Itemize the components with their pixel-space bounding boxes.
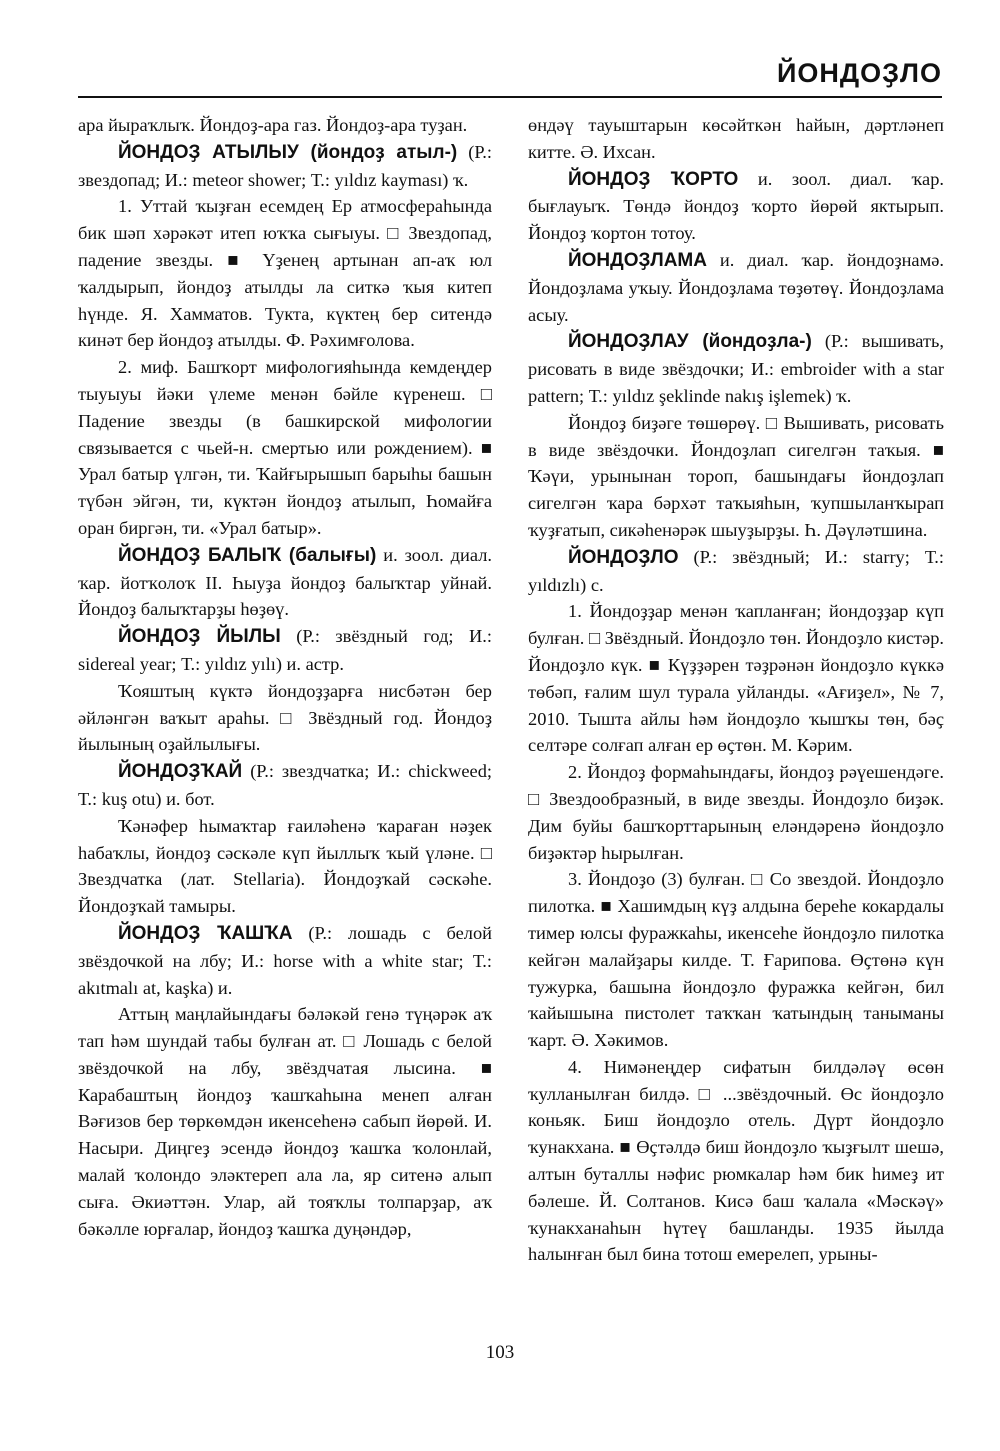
entry-paragraph	[528, 1054, 944, 1268]
entry-text: ара йыраҡлыҡ. Йондоҙ-ара газ. Йондоҙ-ара туҙан.	[78, 115, 468, 135]
entry-headword: ЙОНДОҘЛАУ (йондоҙла-)	[568, 331, 812, 353]
dictionary-entry	[78, 623, 492, 678]
entry-text: (Р.: вышивать, рисовать в виде звёздочки; И.: embroider with a star pattern; Т.: yıldız şeklinde nakış işlemek) ҡ.	[528, 331, 944, 406]
entry-paragraph	[78, 813, 492, 920]
entry-text: (Р.: звёздный; И.: starry; Т.: yıldızlı) с.	[528, 546, 944, 595]
entry-paragraph	[528, 866, 944, 1054]
entry-headword: ЙОНДОҘҠАЙ	[118, 761, 243, 783]
entry-text: и. диал. ҡар. йондоҙнамә. Йондоҙлама уҡыу. Йондоҙлама төҙөтөү. Йондоҙлама асыу.	[528, 249, 944, 325]
entry-text: 1. Йондоҙҙар менән ҡапланған; йондоҙҙар күп булған. □ Звёздный. Йондоҙло төн. Йондоҙло кистәр. Йондоҙло күк. ■ Күҙҙәрен тәҙрәнән йондоҙло күккә төбәп, ғалим шул турала уйланды. «Ағиҙел», № 7, 2010. Тышта айлы һәм йондоҙло ҡышҡы төн, бәҫ селтәре солғап алған ер өҫтөн. М. Кәрим.	[528, 601, 944, 756]
dictionary-entry	[78, 139, 492, 194]
entry-paragraph	[78, 112, 492, 139]
entry-text: и. зоол. диал. ҡар. бығлауыҡ. Төндә йондоҙ ҡорто йөрөй яктырып. Йондоҙ ҡортон тотоу.	[528, 168, 944, 244]
entry-text: Ҡояштың күктә йондоҙҙарға нисбәтән бер әйләнгән ваҡыт араһы. □ Звёздный год. Йондоҙ йылының оҙайлылығы.	[78, 680, 492, 755]
entry-paragraph	[78, 678, 492, 758]
entry-paragraph	[528, 759, 944, 866]
dictionary-entry	[78, 758, 492, 813]
header-rule	[78, 96, 942, 98]
entry-headword: ЙОНДОҘЛАМА	[568, 249, 707, 271]
entry-text: Ҡәнәфер һымаҡтар ғаиләһенә ҡараған нәҙек һабаҡлы, йондоҙ сәскәле күп йыллыҡ ҡый үләне. □ Звездчатка (лат. Stellaria). Йондоҙҡай сәскәһе. Йондоҙҡай тамыры.	[78, 815, 492, 917]
entry-text: өндәү тауыштарын көсәйткән һайын, дәртләнеп китте. Ә. Ихсан.	[528, 115, 944, 162]
entry-text: 2. Йондоҙ формаһындағы, йондоҙ рәүешендәге. □ Звездообразный, в виде звезды. Йондоҙло биҙәк. Дим буйы башҡорттарының еләндәренә йондоҙло биҙәктәр һырылған.	[528, 762, 944, 863]
entry-paragraph	[78, 354, 492, 542]
entry-headword: ЙОНДОҘ ҠОРТО	[568, 168, 739, 190]
entry-text: 1. Уттай ҡыҙған есемдең Ер атмосфераһында бик шәп хәрәкәт итеп юҡҡа сығыуы. □ Звездопад, падение звезды. ■ Үҙенең артынан ап-аҡ юл ҡалдырып, йондоҙ атылды ла ситкә ҡыя китеп һүнде. Я. Хамматов. Тукта, күктең бер ситендә кинәт бер йондоҙ атылды. Ф. Рәхимғолова.	[78, 196, 492, 351]
entry-text: (Р.: звездчатка; И.: chickweed; Т.: kuş otu) и. бот.	[78, 761, 492, 809]
dictionary-entry	[528, 166, 944, 247]
entry-headword: ЙОНДОҘ ЙЫЛЫ	[118, 626, 281, 648]
page-number: 103	[485, 1342, 515, 1363]
entry-paragraph	[528, 410, 944, 544]
entry-text: Йондоҙ биҙәге төшөрөү. □ Вышивать, рисовать в виде звёздочки. Йондоҙлап сигелгән таҡыя. ■ Ҡәүи, урынынан тороп, башындағы йондоҙлап сигелгән ҡара бәрхәт таҡыяһын, ҡупшыланҡырап ҡуҙғатып, сикәһенәрәк шыуҙырҙы. Һ. Дәүләтшина.	[528, 412, 944, 540]
dictionary-entry	[78, 542, 492, 623]
dictionary-entry	[528, 328, 944, 409]
entry-headword: ЙОНДОҘ АТЫЛЫУ (йондоҙ атыл-)	[118, 141, 458, 163]
entry-text: 4. Нимәнеңдер сифатын билдәләү өсөн ҡулланылған билдә. □ ...звёздочный. Өс йондоҙло коньяк. Биш йондоҙло отель. Дүрт йондоҙло ҡунакхана. ■ Өҫтәлдә биш йондоҙло ҡыҙғылт шешә, алтын буталлы нәфис рюмкалар һәм бик һимеҙ ит бәлеше. Й. Солтанов. Кисә баш ҡалала «Мәскәү» ҡунакханаһын һүтеү башланды. 1935 йылда һалынған был бина тотош емерелеп, урыны-	[528, 1056, 944, 1265]
dictionary-entry	[78, 920, 492, 1001]
entry-text: (Р.: звёздный год; И.: sidereal year; Т.: yıldız yılı) и. астр.	[78, 626, 493, 674]
entry-text: 3. Йондоҙо (3) булған. □ Со звездой. Йондоҙло пилотка. ■ Хашимдың күҙ алдына береһе кокардалы тимер юлсы фуражкаһы, икенсеһе йондоҙло пилотка кейгән малайҙары килде. Т. Ғарипова. Өҫтөнә күн тужурка, башына йондоҙло фуражка кейгән, бил ҡайышына пистолет таҡҡан ҡатындың таныманы ҡарт. Ә. Хәкимов.	[528, 869, 944, 1051]
entry-headword: ЙОНДОҘ БАЛЫҠ (балығы)	[118, 544, 377, 566]
running-head: ЙОНДОҘЛО	[776, 58, 942, 88]
entry-text: (Р.: лошадь с белой звёздочкой на лбу; И.: horse with a white star; Т.: akıtmalı at, kaşka) и.	[78, 922, 492, 998]
entry-text: и. зоол. диал. ҡар. йотҡолоҡ II. Һыуҙа йондоҙ балыҡтар уйнай. Йондоҙ балыҡтарҙы һөҙөү.	[78, 544, 492, 620]
dictionary-entry	[528, 544, 944, 599]
entry-text: 2. миф. Башҡорт мифологияһында кемдеңдер тыуыуы йәки үлеме менән бәйле күренеш. □ Падение звезды (в башкирской мифологии связывается с чьей-н. смертью или рождением). ■ Урал батыр үлгән, ти. Ҡайғырышып барыһы башын түбән эйгән, ти, күктән йондоҙ атылып, Һомайға оран биргән, ти. «Урал батыр».	[78, 357, 492, 538]
left-column	[78, 112, 492, 1242]
entry-paragraph	[528, 598, 944, 759]
entry-paragraph	[78, 1001, 492, 1242]
right-column	[528, 112, 944, 1268]
entry-text: Аттың маңлайындағы бәләкәй генә түңәрәк аҡ тап һәм шундай табы булған ат. □ Лошадь с белой звёздочкой на лбу, звёздчатая лысина. ■ Карабаштың йондоҙ ҡашҡаһына менеп алған Вәғизов бер төркөмдән икенсеһенә сабып йөрөй. И. Насыри. Диңгеҙ эсендә йондоҙ ҡашҡа ҡолонлай, малай ҡолондо эләктереп ала ла, яр ситенә алып сыға. Әкиәттән. Улар, ай тояҡлы толпарҙар, аҡ бәкәлле юрғалар, йондоҙ ҡашҡа дуңәндәр,	[78, 1004, 492, 1239]
entry-headword: ЙОНДОҘ ҠАШҠА	[118, 922, 293, 944]
dictionary-entry	[528, 247, 944, 328]
entry-text: (Р.: звездопад; И.: meteor shower; Т.: yıldız kayması) ҡ.	[78, 141, 493, 190]
entry-headword: ЙОНДОҘЛО	[568, 546, 679, 568]
entry-paragraph	[78, 193, 492, 354]
entry-paragraph	[528, 112, 944, 166]
